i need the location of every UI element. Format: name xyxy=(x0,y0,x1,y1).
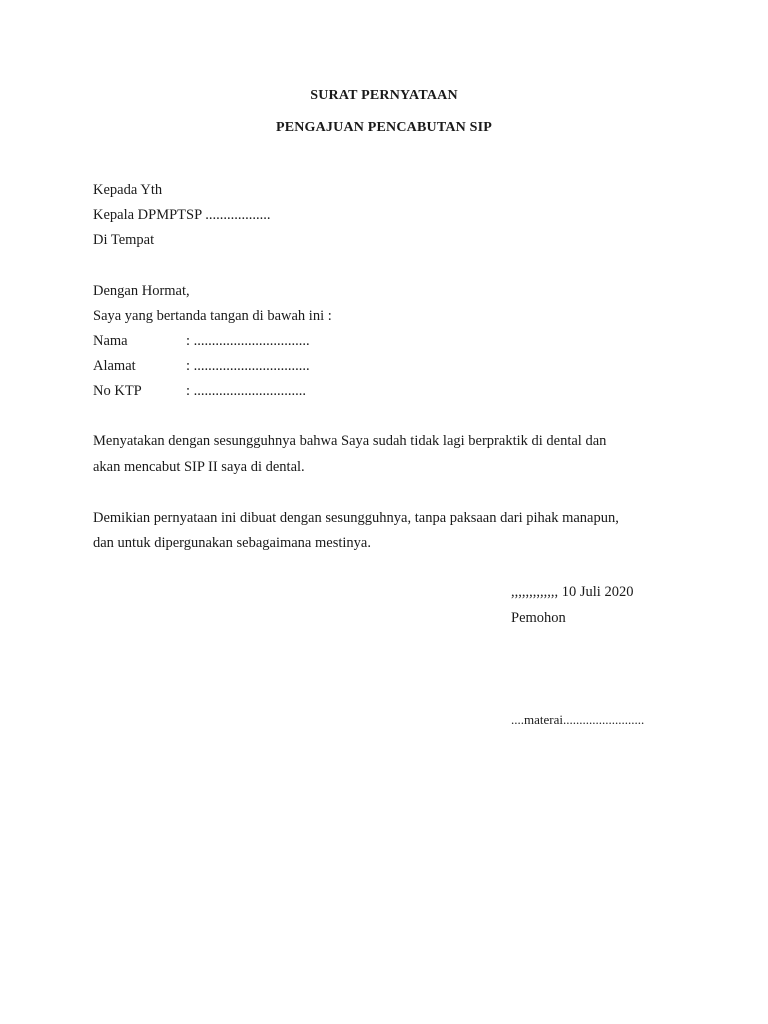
statement-line-2: akan mencabut SIP II saya di dental. xyxy=(93,459,305,475)
recipient-line-2: Kepala DPMPTSP .................. xyxy=(93,207,271,223)
recipient-line-1: Kepada Yth xyxy=(93,182,163,198)
intro-text: Saya yang bertanda tangan di bawah ini : xyxy=(93,308,332,324)
field-label-alamat: Alamat xyxy=(93,358,136,374)
field-value-nama: : ................................ xyxy=(186,333,310,349)
signature-role: Pemohon xyxy=(511,610,566,626)
document-title: SURAT PERNYATAAN xyxy=(310,88,458,103)
document-subtitle: PENGAJUAN PENCABUTAN SIP xyxy=(275,120,493,135)
field-value-alamat: : ................................ xyxy=(186,358,310,374)
closing-line-2: dan untuk dipergunakan sebagaimana mestinya. xyxy=(93,535,371,551)
closing-line-1: Demikian pernyataan ini dibuat dengan sesungguhnya, tanpa paksaan dari pihak manapun, xyxy=(93,510,619,526)
field-label-no-ktp: No KTP xyxy=(93,383,142,399)
materai-placeholder: ....materai......................... xyxy=(511,712,645,727)
greeting: Dengan Hormat, xyxy=(93,283,190,299)
field-value-no-ktp: : ............................... xyxy=(186,383,307,399)
field-label-nama: Nama xyxy=(93,333,128,349)
recipient-line-3: Di Tempat xyxy=(93,232,155,248)
signature-date: ,,,,,,,,,,,,, 10 Juli 2020 xyxy=(511,584,634,600)
statement-line-1: Menyatakan dengan sesungguhnya bahwa Saya sudah tidak lagi berpraktik di dental dan xyxy=(93,433,607,449)
